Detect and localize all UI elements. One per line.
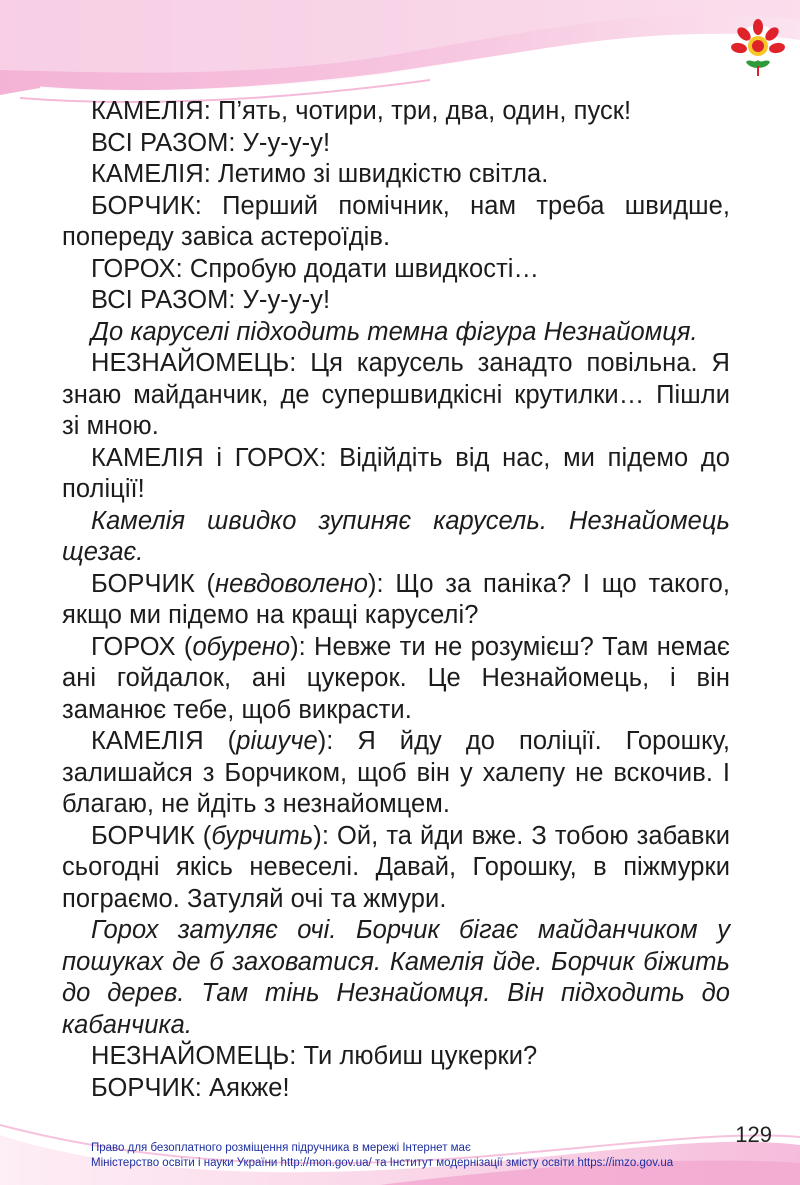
footer-line: Право для безоплатного розміщення підручника в мережі Інтернет має (91, 1142, 471, 1154)
dialogue-line: ВСІ РАЗОМ: У-у-у-у! (91, 128, 331, 157)
dialogue-line (62, 632, 730, 727)
line-text: ): Я йду до поліції. Горошку, залишайся з Борчиком, щоб він у халепу не вскочив. І благаю, не йдіть з незнайомцем. (62, 727, 731, 818)
stage-direction: Горох затуляє очі. Борчик бігає майданчиком у пошуках де б заховатися. Камелія йде. Борчик біжить до дерев. Там тінь Незнайомця. Він підходить до кабанчика. (62, 916, 730, 1039)
dialogue-line: ГОРОХ: Спробую додати швидкості… (91, 254, 540, 283)
stage-direction: Камелія швидко зупиняє карусель. Незнайомець щезає. (62, 506, 730, 566)
line-text: ): Невже ти не розумієш? Там немає ані гойдалок, ані цукерок. Це Незнайомець, і він заманює тебе, щоб викрасти. (62, 632, 730, 724)
dialogue-line: КАМЕЛІЯ: Летимо зі швидкістю світла. (91, 160, 549, 188)
top-wave-decoration (0, 0, 800, 110)
line-text: ): Що за паніка? І що такого, якщо ми підемо на кращі каруселі? (62, 569, 731, 629)
stage-direction: До каруселі підходить темна фігура Незнайомця. (91, 317, 698, 346)
dialogue-line: БОРЧИК: Аякже! (91, 1073, 290, 1102)
dialogue-line (62, 821, 730, 916)
footer-line: Міністерство освіти і науки України http://mon.gov.ua/ та Інститут модернізації змісту освіти https://imzo.gov.ua (91, 1157, 674, 1169)
dialogue-line: ВСІ РАЗОМ: У-у-у-у! (91, 286, 331, 314)
speaker: КАМЕЛІЯ ( (91, 727, 237, 755)
remark: бурчить (211, 821, 314, 850)
page-number: 129 (735, 1122, 772, 1147)
dialogue-line: БОРЧИК: Перший помічник, нам треба швидше, попереду завіса астероїдів. (62, 191, 730, 251)
remark: рішуче (236, 727, 318, 755)
dialogue-line: КАМЕЛІЯ і ГОРОХ: Відійдіть від нас, ми підемо до поліції! (62, 443, 730, 503)
dialogue-line (62, 569, 730, 632)
flower-emblem-icon (730, 18, 786, 80)
remark: невдоволено (215, 569, 368, 598)
dialogue-line: КАМЕЛІЯ: П’ять, чотири, три, два, один, пуск! (91, 97, 632, 125)
dialogue-line: НЕЗНАЙОМЕЦЬ: Ця карусель занадто повільна. Я знаю майданчик, де супершвидкісні крутилки… Пішли зі мною. (62, 349, 730, 440)
dialogue-text (62, 96, 730, 1104)
speaker: ГОРОХ ( (91, 632, 193, 661)
speaker: БОРЧИК ( (91, 821, 212, 850)
speaker: БОРЧИК ( (91, 569, 216, 598)
remark: обурено (192, 632, 291, 661)
line-text: ): Ой, та йди вже. З тобою забавки сьогодні якісь невеселі. Давай, Горошку, в піжмурки пограємо. Затуляй очі та жмури. (62, 821, 730, 913)
dialogue-line: НЕЗНАЙОМЕЦЬ: Ти любиш цукерки? (91, 1042, 538, 1070)
copyright-footer (91, 1141, 673, 1171)
dialogue-line (62, 726, 730, 821)
